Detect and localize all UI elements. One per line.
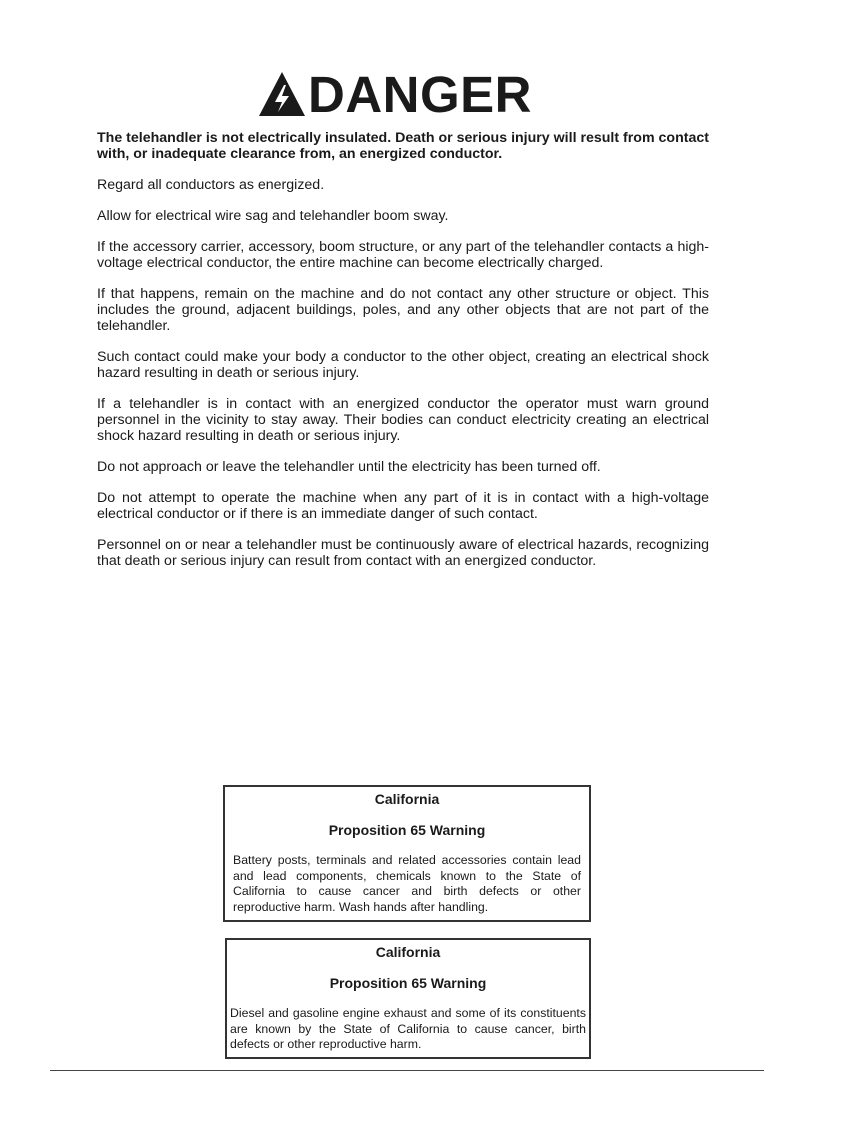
- safety-paragraph: Do not attempt to operate the machine when any part of it is in contact with a high-voltage electrical conductor or if there is an immediate danger of such contact.: [97, 490, 709, 522]
- prop65-heading: Proposition 65 Warning: [329, 975, 487, 991]
- safety-paragraph: If that happens, remain on the machine and do not contact any other structure or object. This includes the ground, adjacent buildings, poles, and any other objects that are not part of the telehandler.: [97, 286, 709, 334]
- safety-paragraph: If the accessory carrier, accessory, boom structure, or any part of the telehandler contacts a high-voltage electrical conductor, the entire machine can become electrically charged.: [97, 239, 709, 271]
- safety-paragraph: Such contact could make your body a conductor to the other object, creating an electrical shock hazard resulting in death or serious injury.: [97, 349, 709, 381]
- safety-paragraph: Personnel on or near a telehandler must be continuously aware of electrical hazards, recognizing that death or serious injury can result from contact with an energized conductor.: [97, 537, 709, 569]
- prop65-warning-box-battery: [223, 785, 591, 922]
- prop65-heading: Proposition 65 Warning: [328, 822, 486, 838]
- prop65-text: Battery posts, terminals and related accessories contain lead and lead components, chemicals known to the State of California to cause cancer and birth defects or other reproductive harm. Wash hands after handling.: [233, 853, 581, 914]
- danger-message: [97, 130, 709, 584]
- prop65-state: California: [375, 944, 441, 960]
- prop65-text: Diesel and gasoline engine exhaust and some of its constituents are known by the State of California to cause cancer, birth defects or other reproductive harm.: [230, 1006, 586, 1051]
- safety-paragraph: Allow for electrical wire sag and telehandler boom sway.: [97, 208, 449, 224]
- electrical-hazard-triangle-icon: [258, 71, 306, 117]
- danger-lead-statement: The telehandler is not electrically insulated. Death or serious injury will result from contact with, or inadequate clearance from, an energized conductor.: [97, 130, 709, 162]
- footer-divider: [50, 1070, 764, 1071]
- prop65-state: California: [374, 791, 440, 807]
- danger-header: [258, 66, 532, 122]
- safety-paragraph: Regard all conductors as energized.: [97, 177, 325, 193]
- safety-paragraph: If a telehandler is in contact with an energized conductor the operator must warn ground personnel in the vicinity to stay away. Their bodies can conduct electricity creating an electrical shock hazard resulting in death or serious injury.: [97, 396, 709, 444]
- prop65-warning-box-exhaust: [225, 938, 591, 1059]
- danger-signal-word: DANGER: [308, 65, 533, 123]
- safety-paragraph: Do not approach or leave the telehandler until the electricity has been turned off.: [97, 459, 601, 475]
